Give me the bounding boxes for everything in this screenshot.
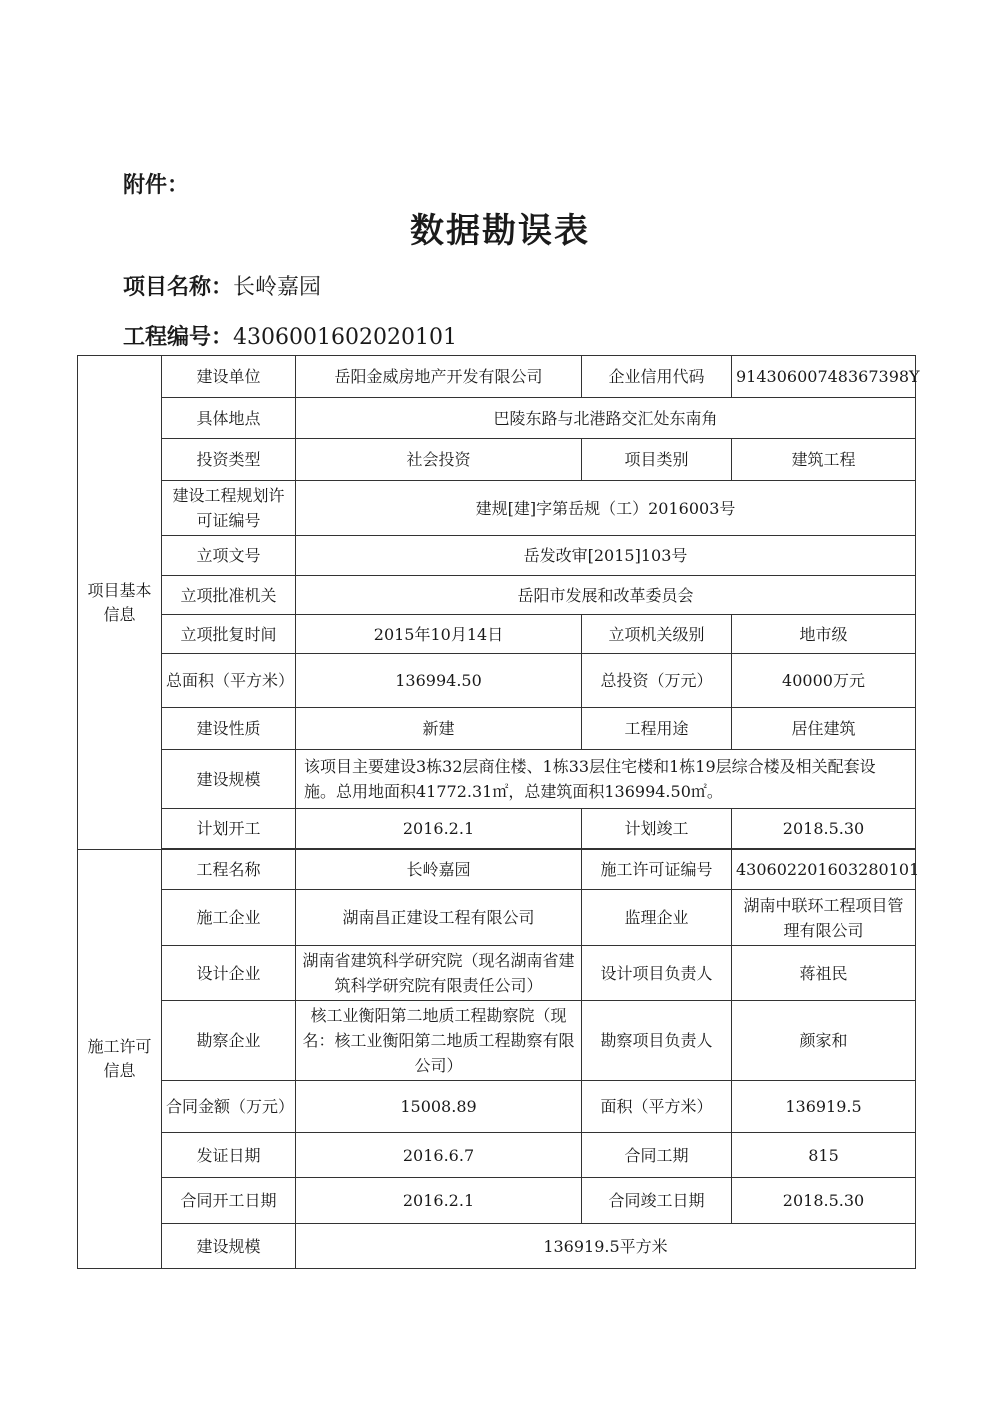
table-row [78,750,916,809]
cell-value: 建筑工程 [732,439,916,481]
cell-label: 建设工程规划许可证编号 [162,481,296,536]
page-title: 数据勘误表 [410,211,590,251]
cell-value: 91430600748367398Y [732,356,916,398]
attachment-label: 附件： [123,173,190,198]
cell-value: 新建 [296,708,582,750]
project-name-line [123,270,321,301]
correction-table [77,355,920,1269]
table-row [78,536,916,576]
table-row [78,1001,916,1081]
cell-label: 合同开工日期 [162,1178,296,1224]
cell-label: 工程名称 [162,850,296,890]
cell-value: 湖南昌正建设工程有限公司 [296,890,582,946]
table-row [78,1081,916,1133]
table-row [78,356,916,398]
cell-label: 建设单位 [162,356,296,398]
cell-label: 立项批复时间 [162,615,296,654]
cell-value: 15008.89 [296,1081,582,1133]
cell-value: 2015年10月14日 [296,615,582,654]
cell-value: 颜家和 [732,1001,916,1081]
table-row [78,1224,916,1269]
table-row [78,481,916,536]
cell-label: 总面积（平方米） [162,654,296,708]
cell-value: 湖南省建筑科学研究院（现名湖南省建筑科学研究院有限责任公司） [296,946,582,1001]
cell-label: 设计企业 [162,946,296,1001]
cell-label: 企业信用代码 [582,356,732,398]
cell-value: 巴陵东路与北港路交汇处东南角 [296,398,916,439]
cell-label: 监理企业 [582,890,732,946]
cell-label: 设计项目负责人 [582,946,732,1001]
cell-value: 815 [732,1133,916,1178]
cell-label: 施工企业 [162,890,296,946]
cell-value: 136919.5平方米 [296,1224,916,1269]
table-row [78,809,916,849]
cell-value: 岳阳市发展和改革委员会 [296,576,916,615]
cell-label: 计划竣工 [582,809,732,849]
cell-value: 居住建筑 [732,708,916,750]
project-code-line [123,320,457,351]
cell-value: 建规[建]字第岳规（工）2016003号 [296,481,916,536]
cell-label: 建设规模 [162,1224,296,1269]
project-name-value: 长岭嘉园 [233,275,322,300]
cell-value: 136919.5 [732,1081,916,1133]
cell-label: 合同竣工日期 [582,1178,732,1224]
cell-label: 计划开工 [162,809,296,849]
table-row [78,1133,916,1178]
cell-value: 2018.5.30 [732,1178,916,1224]
cell-label: 投资类型 [162,439,296,481]
cell-label: 项目类别 [582,439,732,481]
cell-label: 立项机关级别 [582,615,732,654]
cell-label: 发证日期 [162,1133,296,1178]
cell-label: 总投资（万元） [582,654,732,708]
cell-value: 430602201603280101 [732,850,916,890]
cell-label: 立项文号 [162,536,296,576]
table-row [78,890,916,946]
project-code-label: 工程编号： [123,325,234,350]
cell-value: 2016.2.1 [296,1178,582,1224]
table-row [78,654,916,708]
table-row [78,439,916,481]
cell-value: 该项目主要建设3栋32层商住楼、1栋33层住宅楼和1栋19层综合楼及相关配套设施。总用地面积41772.31㎡，总建筑面积136994.50㎡。 [296,750,916,809]
cell-label: 面积（平方米） [582,1081,732,1133]
cell-value: 136994.50 [296,654,582,708]
cell-value: 40000万元 [732,654,916,708]
cell-value: 湖南中联环工程项目管理有限公司 [732,890,916,946]
cell-label: 具体地点 [162,398,296,439]
cell-value: 2016.6.7 [296,1133,582,1178]
cell-label: 工程用途 [582,708,732,750]
section1-title: 项目基本信息 [78,356,162,850]
cell-label: 建设性质 [162,708,296,750]
cell-value: 岳发改审[2015]103号 [296,536,916,576]
table-row [78,576,916,615]
cell-label: 勘察企业 [162,1001,296,1081]
cell-value: 长岭嘉园 [296,850,582,890]
table-row [78,615,916,654]
cell-label: 立项批准机关 [162,576,296,615]
cell-label: 施工许可证编号 [582,850,732,890]
cell-value: 核工业衡阳第二地质工程勘察院（现名：核工业衡阳第二地质工程勘察有限公司） [296,1001,582,1081]
cell-value: 蒋祖民 [732,946,916,1001]
section2-title: 施工许可信息 [78,850,162,1269]
project-code-value: 4306001602020101 [233,325,457,350]
cell-value: 2016.2.1 [296,809,582,849]
cell-label: 合同金额（万元） [162,1081,296,1133]
cell-value: 岳阳金威房地产开发有限公司 [296,356,582,398]
project-name-label: 项目名称： [123,275,234,300]
cell-value: 社会投资 [296,439,582,481]
table-row [78,708,916,750]
table-row [78,398,916,439]
cell-value: 地市级 [732,615,916,654]
cell-label: 建设规模 [162,750,296,809]
cell-label: 合同工期 [582,1133,732,1178]
table-row [78,946,916,1001]
table-row [78,1178,916,1224]
table-row [78,850,916,890]
cell-value: 2018.5.30 [732,809,916,849]
cell-label: 勘察项目负责人 [582,1001,732,1081]
